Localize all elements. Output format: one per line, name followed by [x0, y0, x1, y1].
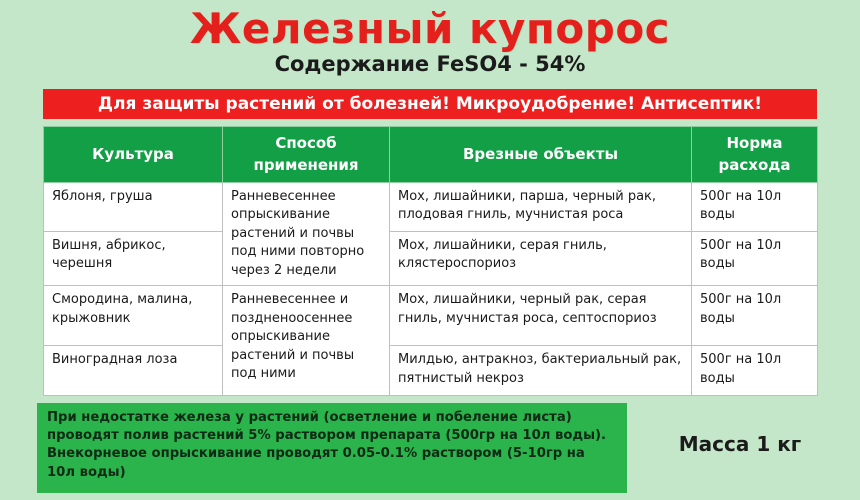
header-crop: Культура	[44, 127, 223, 183]
objects-cell: Мох, лишайники, черный рак, серая гниль, мучнистая роса, септоспориоз	[390, 286, 692, 346]
table-row	[44, 286, 818, 346]
usage-note: При недостатке железа у растений (осветление и побеление листа) проводят полив растений 5% раствором препарата (500гр на 10л воды). Внекорневое опрыскивание проводят 0.05-0.1% раствором (5-10гр на 10л воды)	[37, 403, 627, 493]
crop-cell: Вишня, абрикос, черешня	[44, 232, 223, 286]
package-mass: Масса 1 кг	[678, 432, 802, 456]
table-header-row	[44, 127, 818, 183]
objects-cell: Мох, лишайники, парша, черный рак, плодовая гниль, мучнистая роса	[390, 183, 692, 232]
product-title: Железный купорос	[189, 4, 671, 53]
table-row	[44, 346, 818, 396]
objects-cell: Мох, лишайники, серая гниль, клястероспориоз	[390, 232, 692, 286]
objects-cell: Милдью, антракноз, бактериальный рак, пятнистый некроз	[390, 346, 692, 396]
table-row	[44, 232, 818, 286]
rate-cell: 500г на 10л воды	[692, 232, 818, 286]
header-rate: Норма расхода	[692, 127, 818, 183]
rate-cell: 500г на 10л воды	[692, 346, 818, 396]
header-objects: Врезные объекты	[390, 127, 692, 183]
header-method: Способ применения	[223, 127, 390, 183]
crop-cell: Виноградная лоза	[44, 346, 223, 396]
purpose-banner: Для защиты растений от болезней! Микроудобрение! Антисептик!	[43, 89, 817, 119]
table-row	[44, 183, 818, 232]
method-cell: Ранневесеннее и поздненоосеннее опрыскивание растений и почвы под ними	[223, 286, 390, 396]
content-subtitle: Содержание FeSO4 - 54%	[274, 52, 586, 76]
rate-cell: 500г на 10л воды	[692, 183, 818, 232]
method-cell: Ранневесеннее опрыскивание растений и почвы под ними повторно через 2 недели	[223, 183, 390, 286]
crop-cell: Яблоня, груша	[44, 183, 223, 232]
usage-table	[43, 126, 818, 396]
rate-cell: 500г на 10л воды	[692, 286, 818, 346]
crop-cell: Смородина, малина, крыжовник	[44, 286, 223, 346]
